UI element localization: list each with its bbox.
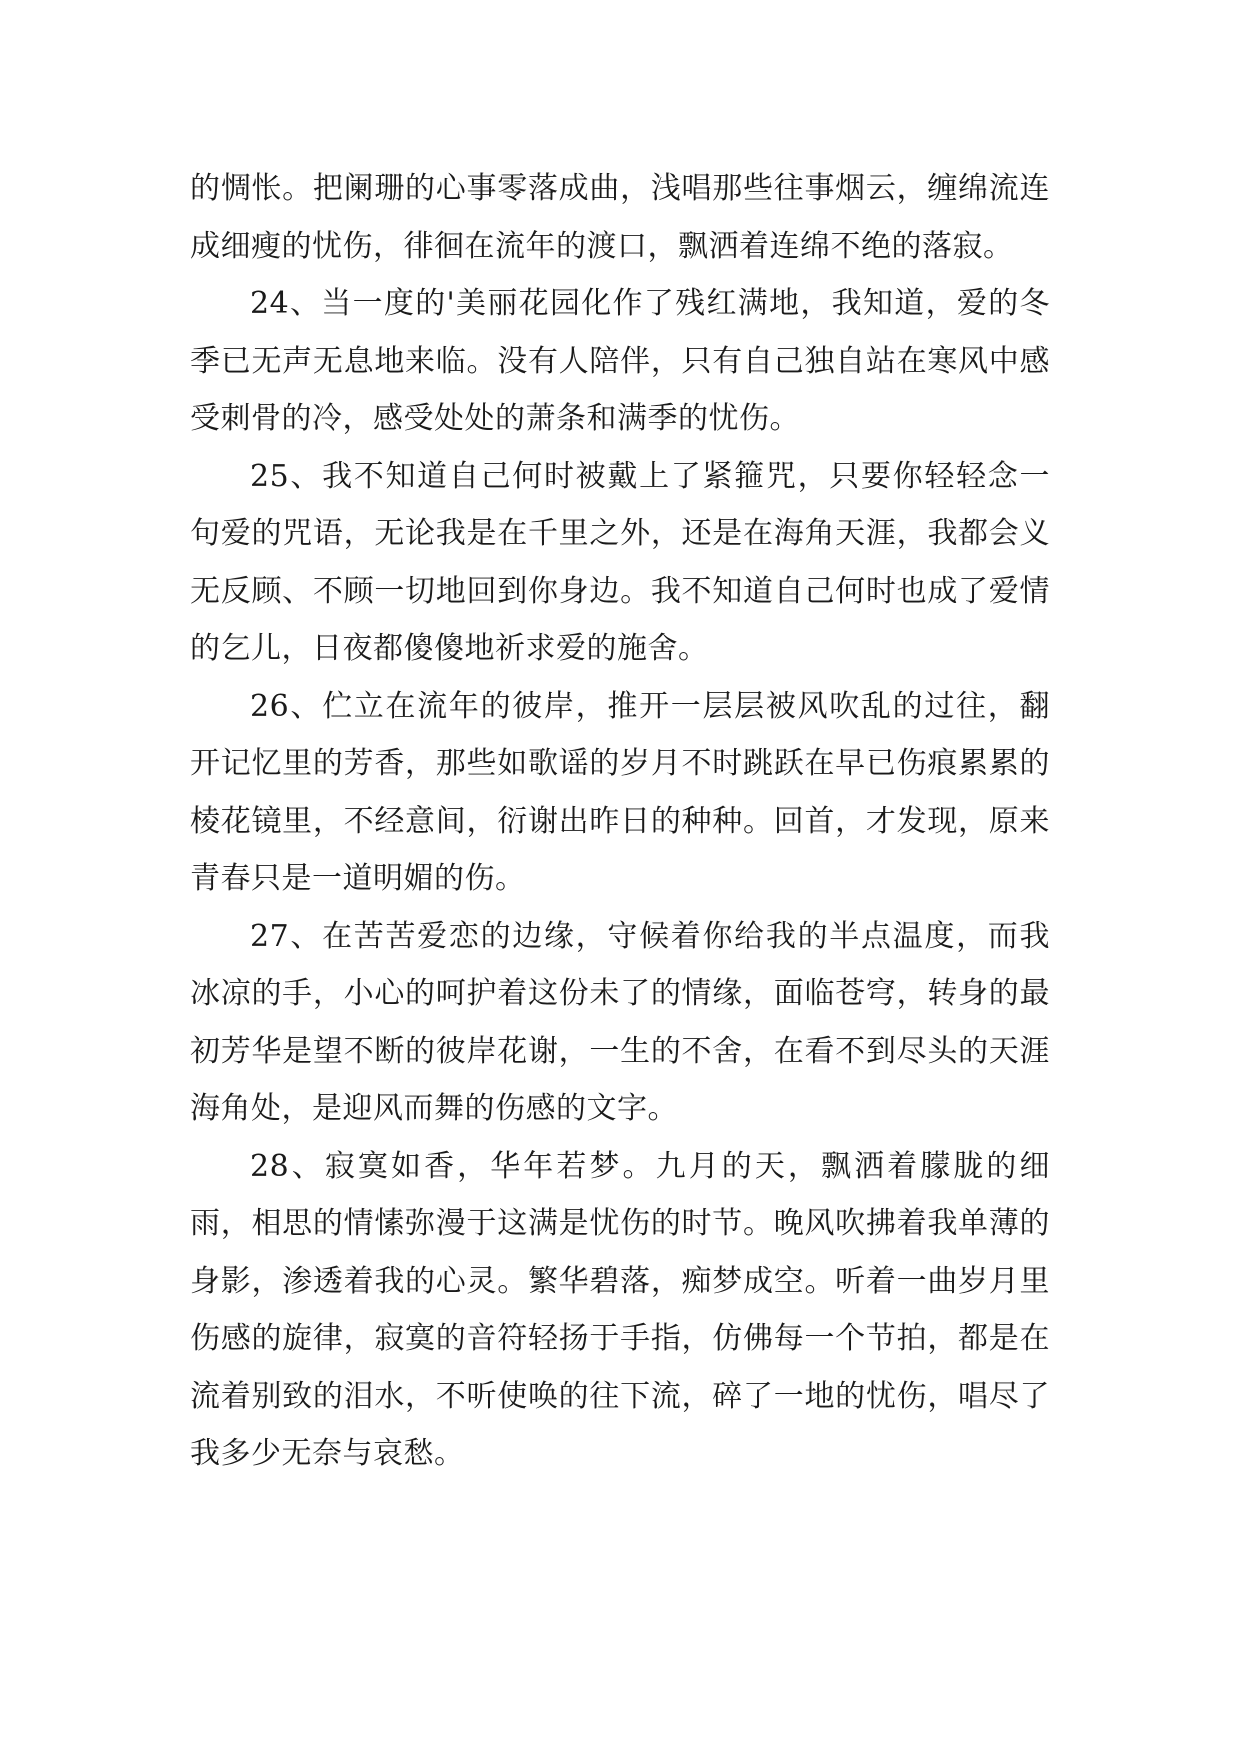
paragraph-25: 25、我不知道自己何时被戴上了紧箍咒，只要你轻轻念一句爱的咒语，无论我是在千里之外，还是在海角天涯，我都会义无反顾、不顾一切地回到你身边。我不知道自己何时也成了爱情的乞儿，日夜都傻傻地祈求爱的施舍。 bbox=[190, 458, 1050, 666]
paragraph-continued: 的惆怅。把阑珊的心事零落成曲，浅唱那些往事烟云，缠绵流连成细瘦的忧伤，徘徊在流年的渡口，飘洒着连绵不绝的落寂。 bbox=[190, 171, 1050, 264]
paragraph-26: 26、伫立在流年的彼岸，推开一层层被风吹乱的过往，翻开记忆里的芳香，那些如歌谣的岁月不时跳跃在早已伤痕累累的棱花镜里，不经意间，衍谢出昨日的种种。回首，才发现，原来青春只是一道明媚的伤。 bbox=[190, 688, 1050, 896]
paragraph-28: 28、寂寞如香，华年若梦。九月的天，飘洒着朦胧的细雨，相思的情愫弥漫于这满是忧伤的时节。晚风吹拂着我单薄的身影，渗透着我的心灵。繁华碧落，痴梦成空。听着一曲岁月里伤感的旋律，寂寞的音符轻扬于手指，仿佛每一个节拍，都是在流着别致的泪水，不听使唤的往下流，碎了一地的忧伤，唱尽了我多少无奈与哀愁。 bbox=[190, 1148, 1050, 1471]
paragraph-24: 24、当一度的'美丽花园化作了残红满地，我知道，爱的冬季已无声无息地来临。没有人陪伴，只有自己独自站在寒风中感受刺骨的冷，感受处处的萧条和满季的忧伤。 bbox=[190, 286, 1050, 436]
paragraph-27: 27、在苦苦爱恋的边缘，守候着你给我的半点温度，而我冰凉的手，小心的呵护着这份未了的情缘，面临苍穹，转身的最初芳华是望不断的彼岸花谢，一生的不舍，在看不到尽头的天涯海角处，是迎风而舞的伤感的文字。 bbox=[190, 918, 1050, 1126]
document-body bbox=[190, 160, 1050, 1483]
